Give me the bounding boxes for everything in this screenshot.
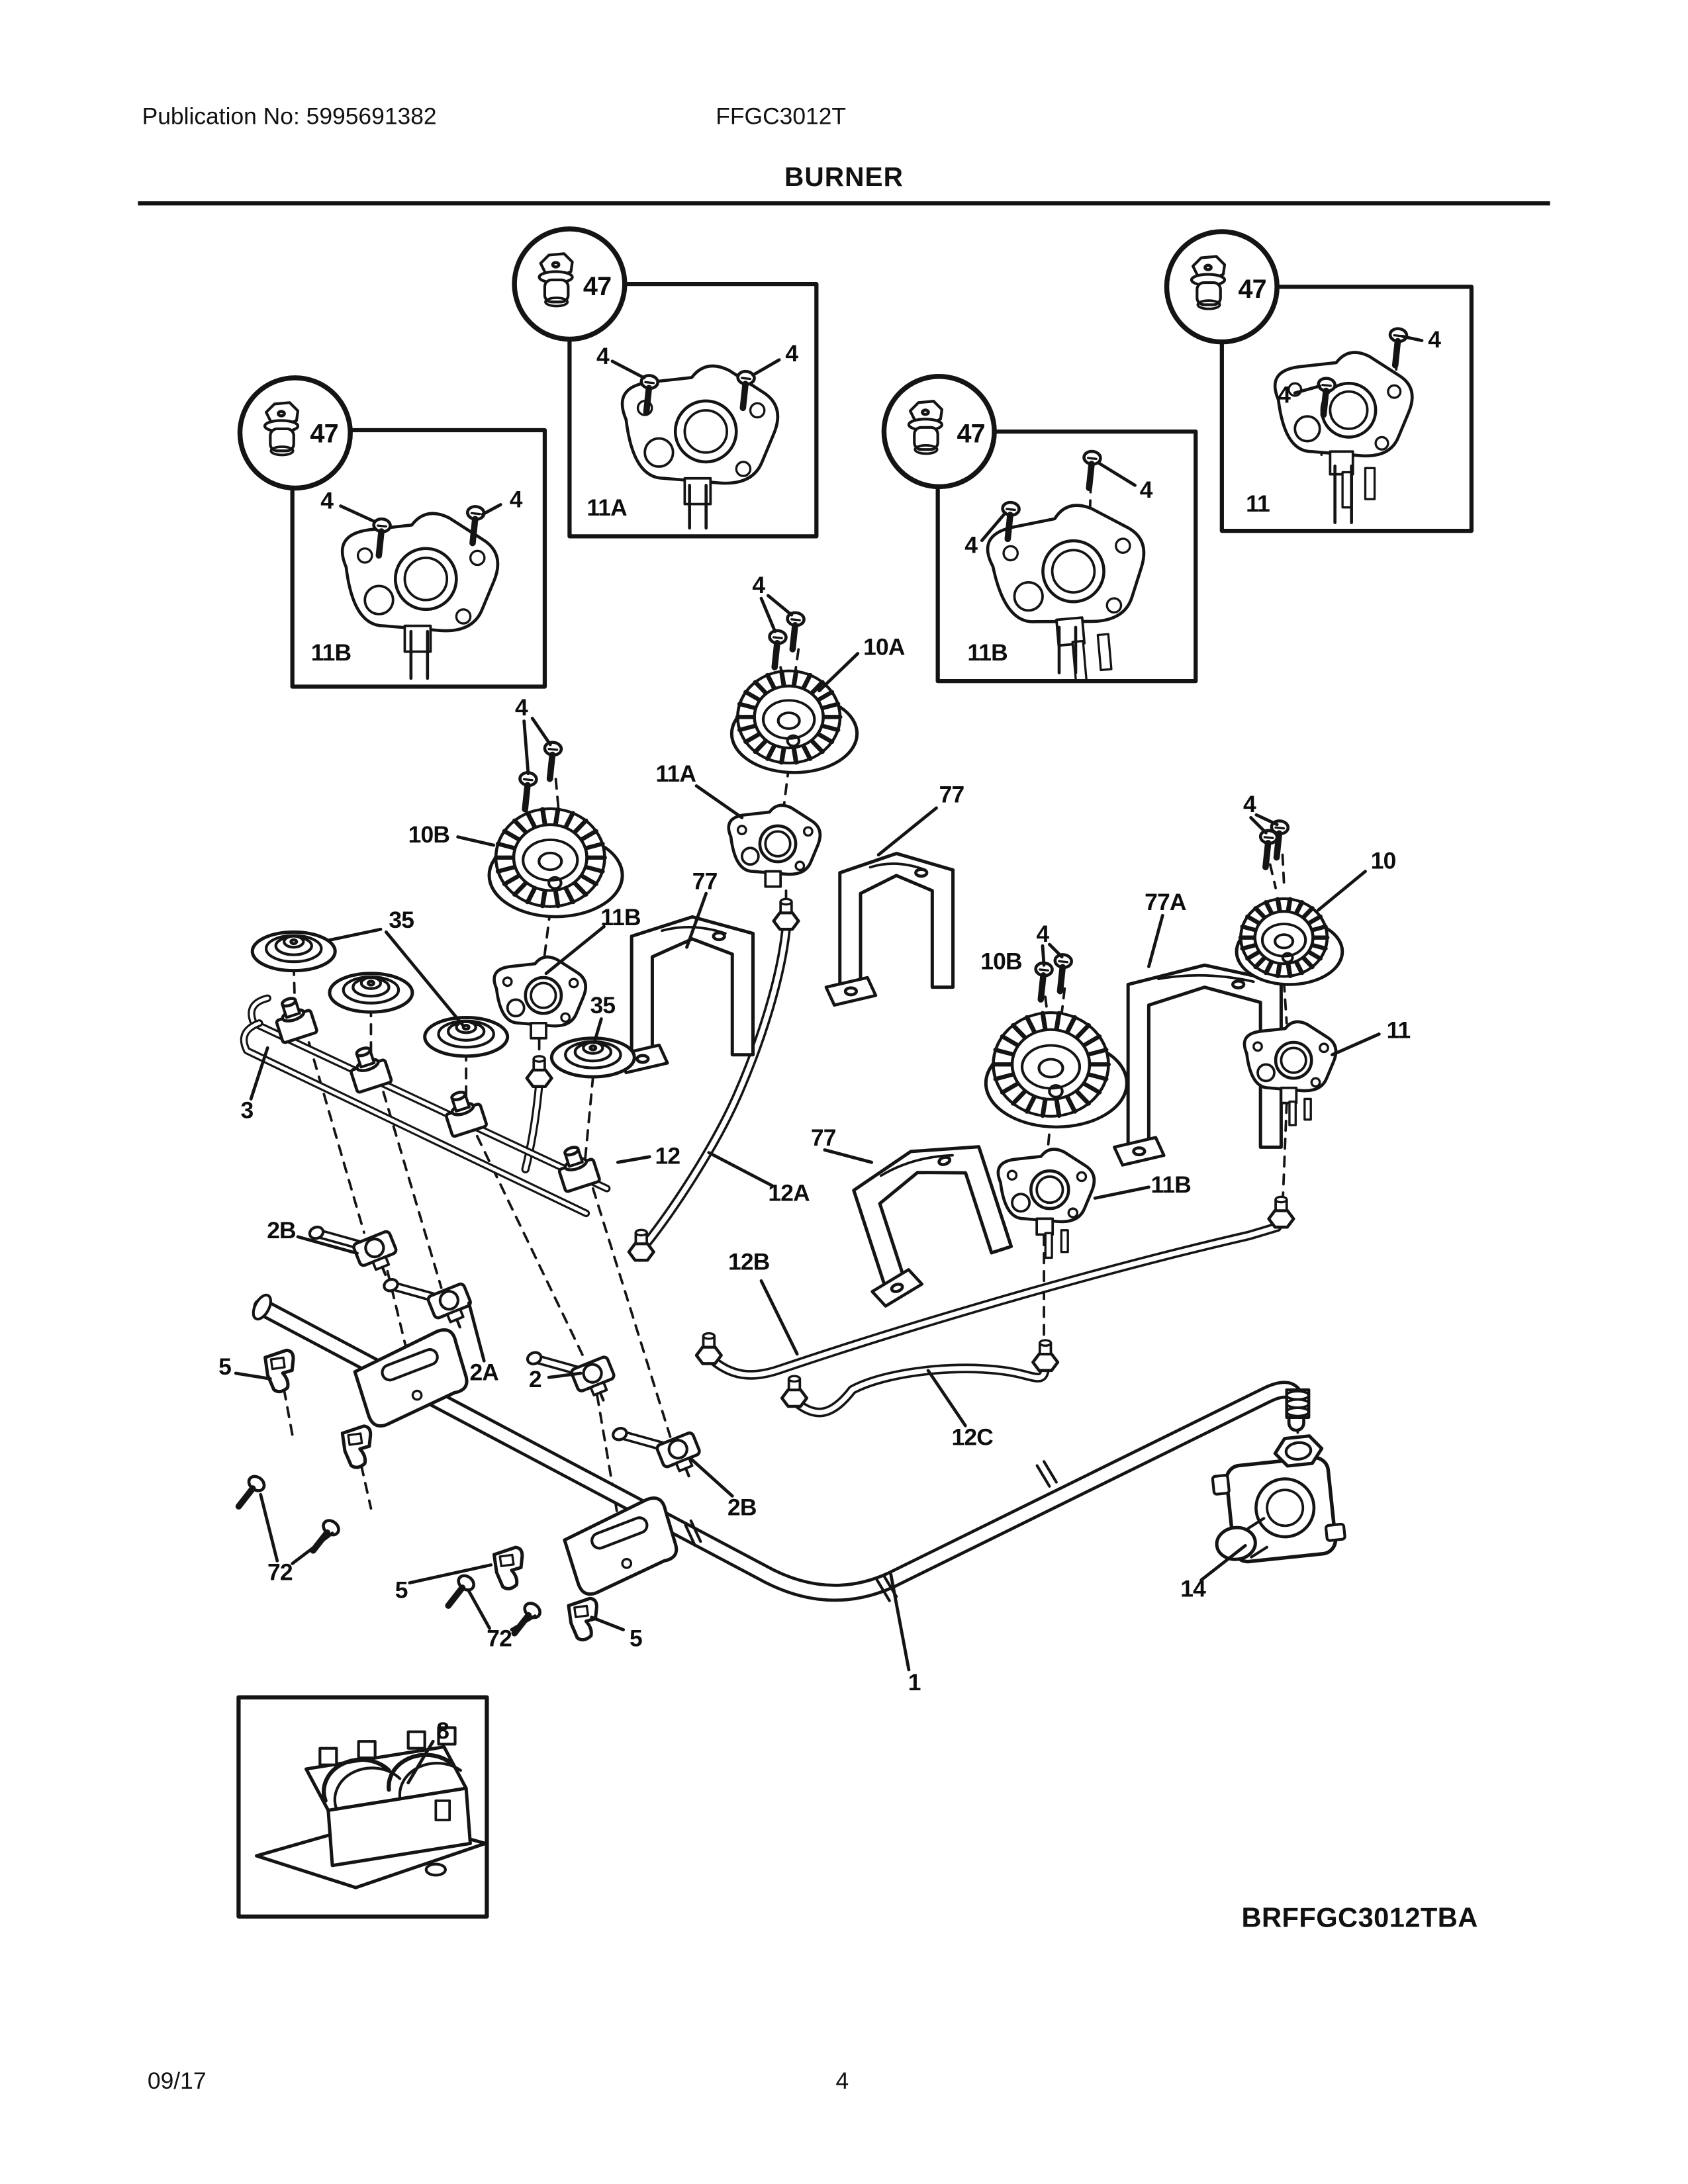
callout-11a-4: 11A [586,494,627,522]
callout-4-12: 4 [1139,477,1152,504]
pressure-regulator [1207,1433,1346,1565]
callout-10b-33: 10B [980,948,1022,975]
callout-47-3: 47 [1238,275,1266,305]
callout-72-46: 72 [267,1559,293,1586]
callout-11b-10: 11B [967,639,1008,666]
callout-77-27: 77 [810,1124,836,1152]
callout-77a-28: 77A [1145,889,1186,916]
callout-11b-38: 11B [1150,1171,1192,1199]
callout-11-37: 11 [1386,1017,1411,1044]
footer-date: 09/17 [147,2068,207,2095]
callout-3-24: 3 [240,1097,254,1124]
callout-4-11: 4 [964,532,978,559]
callout-47-0: 47 [583,273,612,302]
callout-47-2: 47 [957,420,985,450]
callout-2a-40: 2A [469,1359,499,1386]
publication-number: Publication No: 5995691382 [142,103,437,130]
callout-11b-21: 11B [600,904,641,931]
callout-5-45: 5 [629,1625,642,1652]
callout-14-49: 14 [1180,1576,1205,1602]
callout-12b-31: 12B [727,1249,770,1276]
inlet-nipple [1287,1390,1309,1418]
spark-module [256,1727,485,1888]
callout-72-47: 72 [487,1625,512,1652]
brackets-77 [618,854,1281,1309]
diagram-part-code: BRFFGC3012TBA [1241,1903,1478,1934]
callout-35-23: 35 [590,992,616,1019]
callout-5-44: 5 [395,1577,408,1604]
callout-4-34: 4 [1036,921,1049,948]
callout-10b-17: 10B [408,821,450,848]
page-title: BURNER [784,162,904,193]
callout-2-41: 2 [528,1366,541,1393]
callout-35-22: 35 [389,907,414,934]
callout-4-14: 4 [1278,382,1291,408]
callout-4-5: 4 [596,343,609,370]
callout-10a-19: 10A [863,634,905,660]
callout-12a-30: 12A [768,1180,810,1206]
callout-2b-39: 2B [267,1217,296,1244]
callout-11-13: 11 [1246,490,1270,518]
callout-8-50: 8 [436,1717,449,1745]
callout-12-29: 12 [655,1143,680,1169]
callout-77-25: 77 [692,868,718,895]
callout-11b-7: 11B [310,639,352,666]
callout-47-1: 47 [310,420,338,450]
callout-4-9: 4 [509,486,522,513]
callout-2b-42: 2B [727,1494,757,1521]
callout-4-36: 4 [1243,791,1256,818]
model-number: FFGC3012T [716,103,847,130]
callout-11a-20: 11A [655,760,696,788]
callout-10-35: 10 [1370,848,1396,874]
callout-12c-32: 12C [951,1424,993,1451]
callout-4-15: 4 [1428,326,1441,353]
callout-77-26: 77 [939,782,964,808]
callout-5-43: 5 [218,1353,232,1381]
callout-4-18: 4 [752,572,765,599]
callout-4-16: 4 [515,694,528,721]
callout-4-8: 4 [320,488,334,515]
footer-page-number: 4 [835,2068,849,2095]
callout-4-6: 4 [785,340,798,367]
callout-1-48: 1 [908,1669,921,1696]
